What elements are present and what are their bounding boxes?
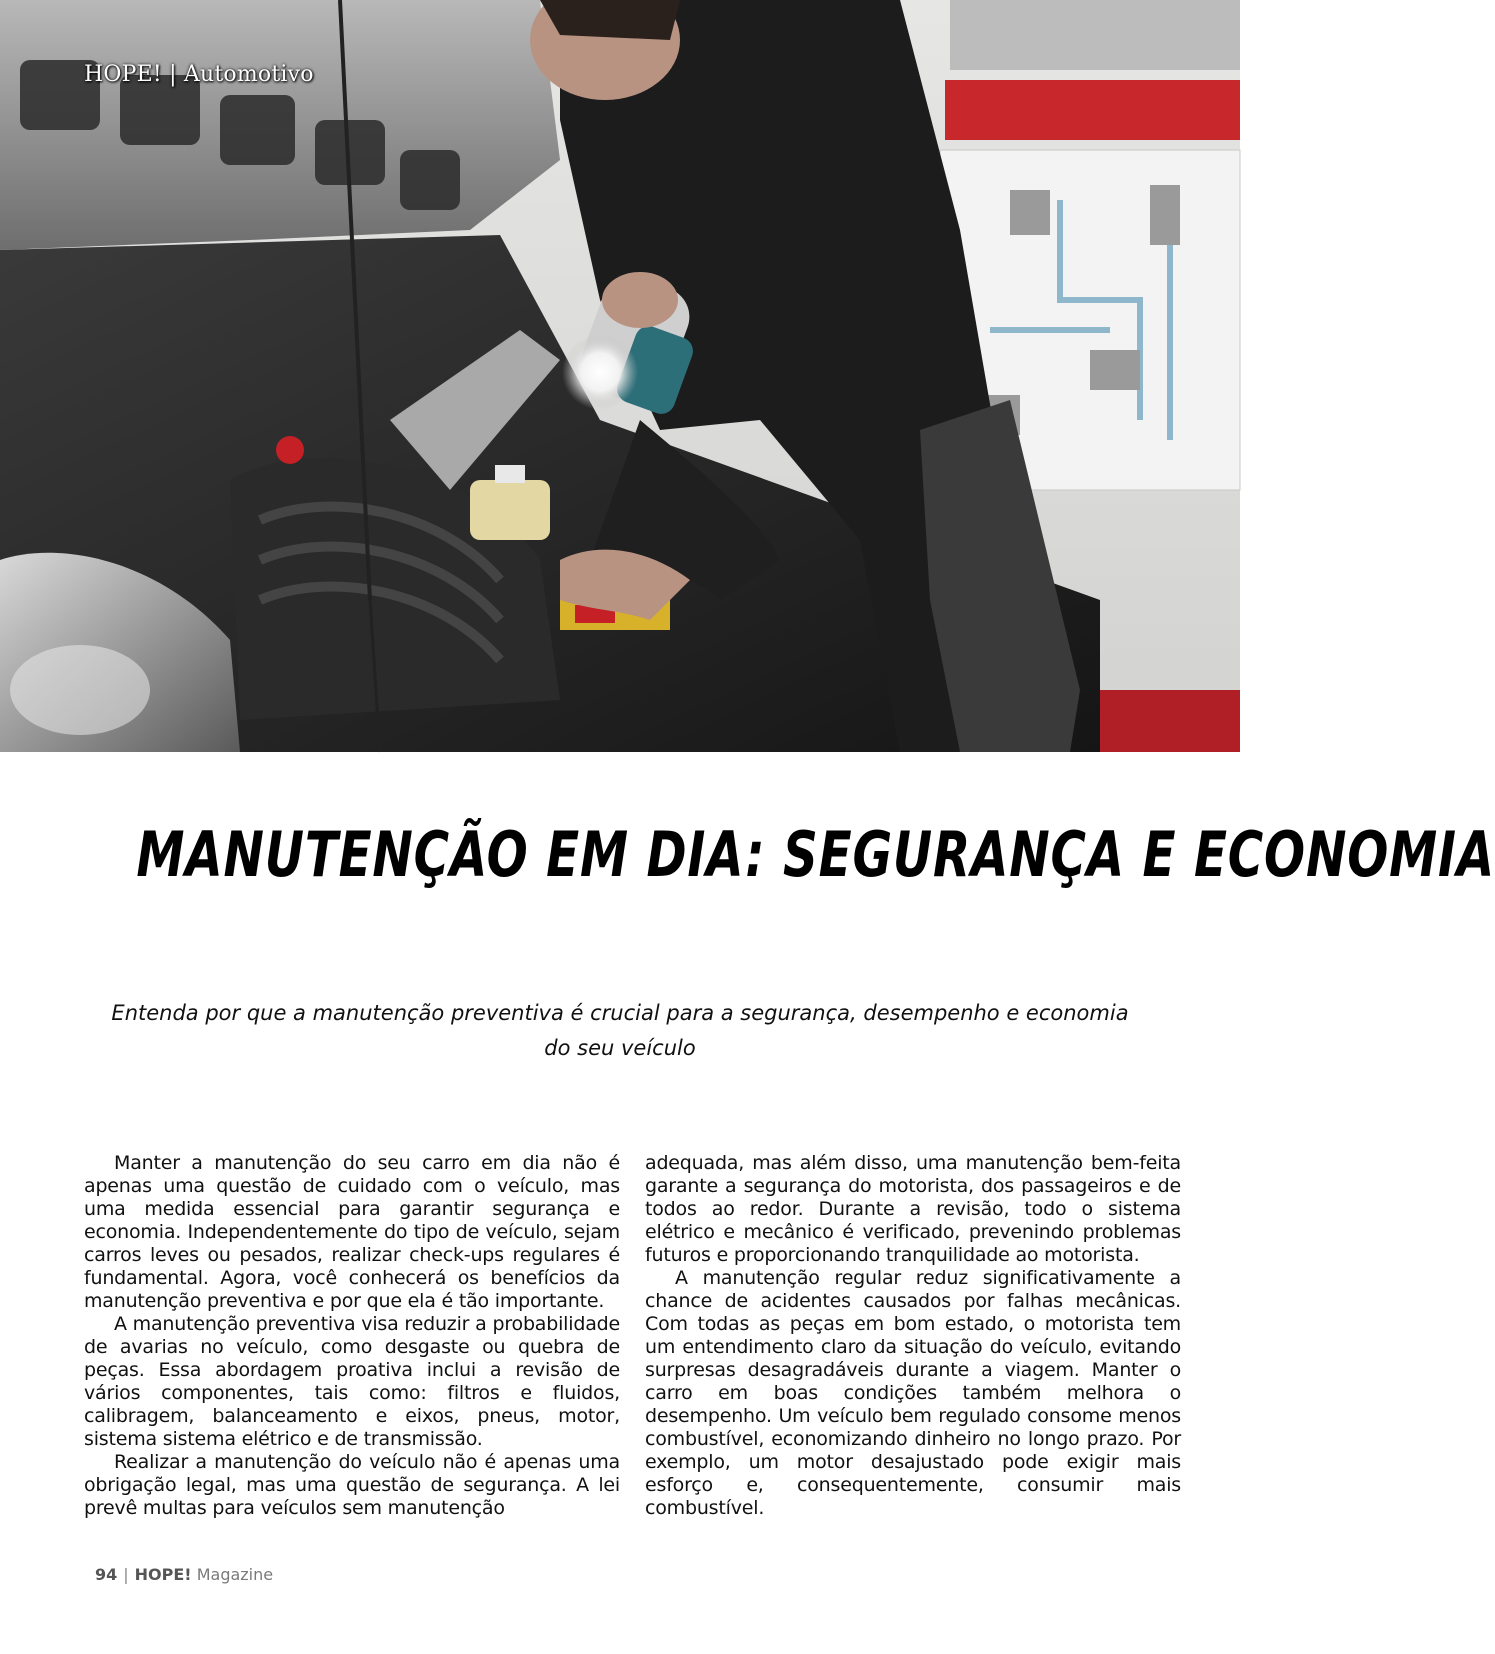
hero-photo xyxy=(0,0,1240,752)
paragraph: A manutenção regular reduz significativamente a chance de acidentes causados por falhas mecânicas. Com todas as peças em bom estado, o motorista tem um entendimento claro da situação do veículo, evitando surpresas desagradáveis durante a viagem. Manter o carro em boas condições também melhora o desempenho. Um veículo bem regulado consome menos combustível, economizando dinheiro no longo prazo. Por exemplo, um motor desajustado pode exigir mais esforço e, consequentemente, consumir mais combustível. xyxy=(645,1267,1181,1519)
paragraph: adequada, mas além disso, uma manutenção bem-feita garante a segurança do motorista, dos passageiros e de todos ao redor. Durante a revisão, todo o sistema elétrico e mecânico é verificado, prevenindo problemas futuros e proporcionando tranquilidade ao motorista. xyxy=(645,1152,1181,1266)
article-column-right xyxy=(645,1152,1181,1520)
paragraph: Realizar a manutenção do veículo não é apenas uma obrigação legal, mas uma questão de segurança. A lei prevê multas para veículos sem manutenção xyxy=(84,1451,620,1519)
magazine-label: Magazine xyxy=(196,1565,274,1584)
section-tag: HOPE! | Automotivo xyxy=(84,62,314,87)
magazine-brand: HOPE! xyxy=(134,1565,192,1584)
paragraph: Manter a manutenção do seu carro em dia não é apenas uma questão de cuidado com o veículo, mas uma medida essencial para garantir segurança e economia. Independentemente do tipo de veículo, sejam carros leves ou pesados, realizar check-ups regulares é fundamental. Agora, você conhecerá os benefícios da manutenção preventiva e por que ela é tão importante. xyxy=(84,1152,620,1312)
page-footer xyxy=(95,1565,273,1584)
paragraph: A manutenção preventiva visa reduzir a probabilidade de avarias no veículo, como desgaste ou quebra de peças. Essa abordagem proativa inclui a revisão de vários componentes, tais como: filtros e fluidos, calibragem, balanceamento e eixos, pneus, motor, sistema sistema elétrico e de transmissão. xyxy=(84,1313,620,1450)
page-number: 94 xyxy=(95,1565,118,1584)
mechanic-engine-photo-icon xyxy=(0,0,1240,752)
article-title: MANUTENÇÃO EM DIA: SEGURANÇA E ECONOMIA xyxy=(136,818,1495,891)
article-column-left xyxy=(84,1152,620,1520)
article-subtitle: Entenda por que a manutenção preventiva é crucial para a segurança, desempenho e economia do seu veículo xyxy=(111,1001,1129,1060)
footer-separator: | xyxy=(123,1565,129,1584)
